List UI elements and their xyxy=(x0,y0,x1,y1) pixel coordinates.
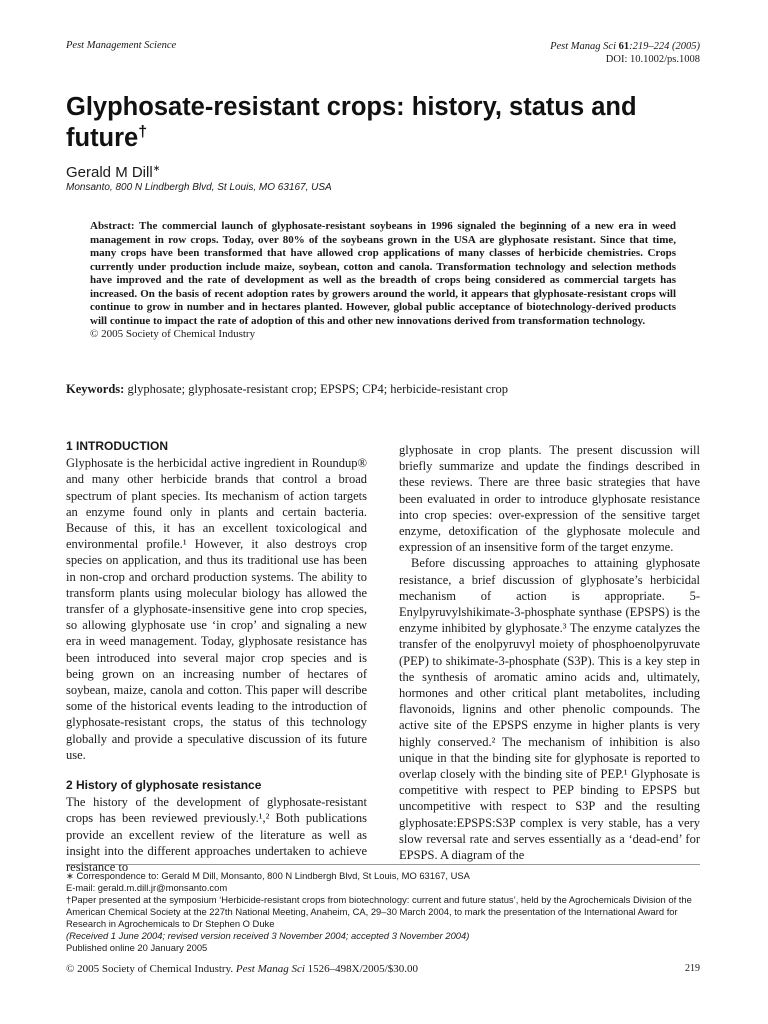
abstract-label: Abstract: xyxy=(90,220,135,232)
article-title: Glyphosate-resistant crops: history, status and future† xyxy=(66,93,637,152)
keywords-label: Keywords: xyxy=(66,382,125,396)
footer-citation: © 2005 Society of Chemical Industry. Pest Manag Sci 1526–498X/2005/$30.00 xyxy=(66,963,418,975)
abstract xyxy=(90,220,676,342)
left-column xyxy=(66,438,367,875)
received-dates: (Received 1 June 2004; revised version received 3 November 2004; accepted 3 November 2004) xyxy=(66,930,470,941)
keywords-text: glyphosate; glyphosate-resistant crop; EPSPS; CP4; herbicide-resistant crop xyxy=(127,382,508,396)
right-paragraph-2: Before discussing approaches to attaining glyphosate resistance, a brief discussion of glyphosate’s herbicidal mechanism of action is appropriate. 5-Enylpyruvylshikimate-3-phosphate synthase (EPSPS) is the enzyme inhibited by glyphosate.³ The enzyme catalyzes the transfer of the enolpyruvyl moiety of phosphoenolpyruvate (PEP) to shikimate-3-phosphate (S3P). This is a key step in the synthesis of aromatic amino acids and, ultimately, hormones and other critical plant metabolites, including flavonoids, lignins and other phenolic compounds. The active site of the EPSPS enzyme in higher plants is very highly conserved.² The mechanism of inhibition is also unique in that the binding site for glyphosate is reported to overlap closely with the binding site of PEP.¹ Glyphosate is competitive with respect to PEP binding to EPSPS but uncompetitive with respect to S3P and the resulting glyphosate:EPSPS:S3P complex is very stable, has a very slow reversal rate and serves essentially as a ‘dead-end’ for EPSPS. A diagram of the xyxy=(399,556,700,863)
title-footnote-mark: † xyxy=(138,123,148,141)
author-footnote-mark: ∗ xyxy=(152,163,161,173)
doi: DOI: 10.1002/ps.1008 xyxy=(605,54,700,65)
published-online: Published online 20 January 2005 xyxy=(66,942,208,953)
volume: 61 xyxy=(618,41,630,52)
page-range: :219–224 (2005) xyxy=(629,41,700,52)
abstract-copyright: © 2005 Society of Chemical Industry xyxy=(90,328,256,340)
footnote-divider xyxy=(66,864,700,865)
footer-journal: Pest Manag Sci xyxy=(235,963,305,975)
email-note: E-mail: gerald.m.dill.jr@monsanto.com xyxy=(66,882,228,893)
section-gap xyxy=(66,763,367,777)
abstract-text: The commercial launch of glyphosate-resistant soybeans in 1996 signaled the beginning of a new era in weed management in row crops. Today, over 80% of the soybeans grown in the USA are glyphosate resistant. Since that time, many crops have been transformed that have allowed crop applications of many classes of herbicide chemistries. Crops currently under production include maize, soybean, cotton and canola. Transformation technology and selection methods have improved and the rate of development as well as the breadth of crops being considered as commercial targets has increased. On the basis of recent adoption rates by growers around the world, it appears that glyphosate-resistant crops will continue to grow in number and in hectares planted. However, global public acceptance of biotechnology-derived products will continue to impact the rate of adoption of this and other new innovations derived from transformation technology. xyxy=(90,220,676,327)
affiliation: Monsanto, 800 N Lindbergh Blvd, St Louis, MO 63167, USA xyxy=(66,182,332,193)
intro-heading: 1 INTRODUCTION xyxy=(66,439,168,453)
symposium-note: †Paper presented at the symposium ‘Herbicide-resistant crops from biotechnology: current and future status’, held by the Agrochemicals Division of the American Chemical Society at the 227th National Meeting, Anaheim, CA, 29–30 March 2004, to mark the presentation of the International Award for Research in Agrochemicals to Dr Stephen O Duke xyxy=(66,894,692,929)
footer-issn: 1526–498X/2005/$30.00 xyxy=(304,963,418,975)
citation-block xyxy=(550,40,700,66)
history-paragraph: The history of the development of glyphosate-resistant crops has been reviewed previously.¹,² Both publications provide an excellent review of the literature as well as insight into the different approaches undertaken to achieve resistance to xyxy=(66,795,367,875)
correspondence-note: ∗ Correspondence to: Gerald M Dill, Monsanto, 800 N Lindbergh Blvd, St Louis, MO 63167, USA xyxy=(66,870,470,881)
footnotes xyxy=(66,870,706,954)
keywords xyxy=(66,382,700,397)
right-column xyxy=(399,442,700,863)
citation-prefix: Pest Manag Sci xyxy=(550,41,619,52)
right-paragraph-1: glyphosate in crop plants. The present discussion will briefly summarize and update the findings described in these reviews. There are three basic strategies that have been evaluated in order to introduce glyphosate resistance into crop species: over-expression of the sensitive target enzyme, detoxification of the glyphosate molecule and expression of an insensitive form of the target enzyme. xyxy=(399,443,700,555)
author: Gerald M Dill∗ xyxy=(66,163,161,181)
journal-name: Pest Management Science xyxy=(66,40,177,51)
history-heading: 2 History of glyphosate resistance xyxy=(66,778,262,793)
intro-paragraph: Glyphosate is the herbicidal active ingredient in Roundup® and many other herbicide brands that control a broad spectrum of plant species. Its mechanism of action targets an enzyme found only in plants and certain bacteria. Because of this, it has an excellent toxicological and environmental profile.¹ However, it also destroys crop species on application, and thus its traditional use has been in non-crop and orchard production systems. The ability to transform plants using molecular biology has allowed the transfer of a glyphosate-insensitive gene into crop species, so allowing glyphosate use ‘in crop’ and signaling a new era in weed management. Today, glyphosate resistance has been introduced into several major crop species and is being grown on an increasing number of hectares of soybean, maize, canola and cotton. This paper will describe some of the historical events leading to the introduction of glyphosate-resistant crops, the status of this technology globally and provide a speculative discussion of its future use. xyxy=(66,456,367,762)
citation-line xyxy=(550,40,700,53)
page-number: 219 xyxy=(685,963,700,974)
